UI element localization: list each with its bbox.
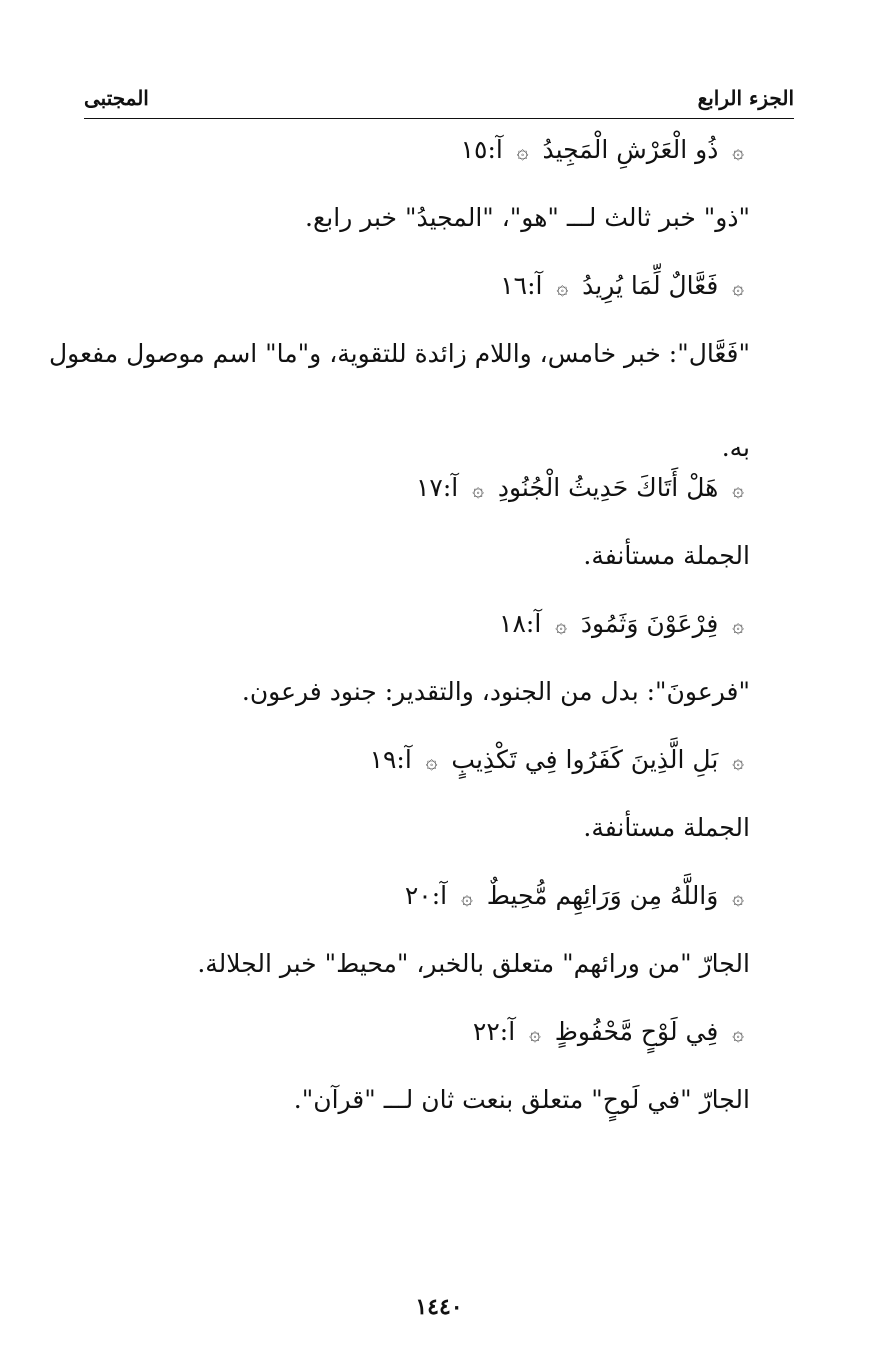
ornament-open-icon: ۞ — [461, 885, 473, 909]
verse-number: آ:١٩ — [369, 745, 412, 774]
verse-line-19 — [360, 740, 750, 781]
verse-text: فِرْعَوْنَ وَثَمُودَ — [580, 609, 719, 638]
commentary-line: "ذو" خبر ثالث لـــ "هو"، "المجيدُ" خبر رابع. — [305, 203, 750, 232]
verse-line-20 — [395, 876, 750, 917]
verse-number: آ:١٧ — [416, 473, 459, 502]
verse-line-18 — [489, 604, 750, 645]
commentary-line: "فرعونَ": بدل من الجنود، والتقدير: جنود فرعون. — [241, 677, 750, 706]
header-part-title: الجزء الرابع — [697, 86, 794, 110]
ornament-open-icon: ۞ — [529, 1021, 541, 1045]
verse-number: آ:١٨ — [499, 609, 542, 638]
verse-number: آ:٢٢ — [472, 1017, 516, 1046]
ornament-open-icon: ۞ — [425, 749, 438, 773]
ornament-close-icon: ۞ — [732, 749, 744, 773]
ornament-open-icon: ۞ — [555, 613, 567, 637]
ornament-close-icon: ۞ — [732, 139, 744, 163]
verse-number: آ:١٦ — [500, 271, 543, 300]
commentary-line: الجارّ "في لَوحٍ" متعلق بنعت ثان لـــ "قرآن". — [293, 1085, 750, 1114]
verse-text: ذُو الْعَرْشِ الْمَجِيدُ — [542, 135, 719, 164]
commentary-line: الجملة مستأنفة. — [583, 541, 750, 570]
header-book-title: المجتبى — [84, 86, 149, 110]
verse-text: بَلِ الَّذِينَ كَفَرُوا فِي تَكْذِيبٍ — [451, 745, 719, 774]
commentary-line: "فَعَّال": خبر خامس، واللام زائدة للتقوية، و"ما" اسم موصول مفعول — [49, 339, 750, 368]
verse-text: فَعَّالٌ لِّمَا يُرِيدُ — [582, 271, 719, 300]
verse-text: فِي لَوْحٍ مَّحْفُوظٍ — [554, 1017, 719, 1046]
verse-line-15 — [451, 130, 750, 171]
verse-number: آ:١٥ — [460, 135, 503, 164]
page-number: ١٤٤٠ — [415, 1294, 463, 1320]
page-header — [84, 84, 794, 119]
ornament-close-icon: ۞ — [732, 885, 744, 909]
ornament-close-icon: ۞ — [732, 477, 744, 501]
verse-line-22 — [463, 1012, 750, 1053]
verse-text: وَاللَّهُ مِن وَرَائِهِم مُّحِيطٌ — [486, 881, 719, 910]
verse-number: آ:٢٠ — [404, 881, 448, 910]
ornament-open-icon: ۞ — [472, 477, 484, 501]
ornament-open-icon: ۞ — [556, 275, 569, 299]
ornament-close-icon: ۞ — [732, 1021, 744, 1045]
ornament-close-icon: ۞ — [732, 275, 744, 299]
commentary-line: الجملة مستأنفة. — [583, 813, 750, 842]
ornament-open-icon: ۞ — [516, 139, 529, 163]
verse-line-17 — [406, 468, 750, 509]
ornament-close-icon: ۞ — [732, 613, 744, 637]
commentary-line: الجارّ "من ورائهم" متعلق بالخبر، "محيط" خبر الجلالة. — [197, 949, 750, 978]
verse-line-16 — [490, 266, 750, 307]
commentary-line: به. — [721, 433, 750, 462]
verse-text: هَلْ أَتَاكَ حَدِيثُ الْجُنُودِ — [497, 473, 719, 502]
